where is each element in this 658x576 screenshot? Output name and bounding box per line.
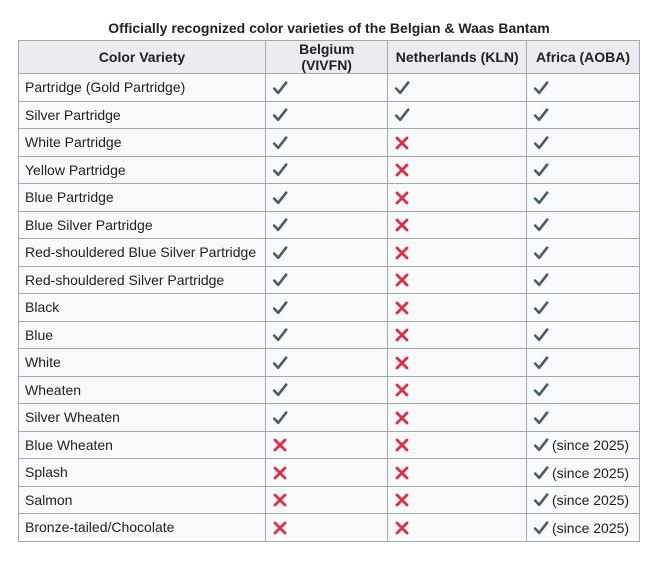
cell-netherlands [388,101,527,129]
cross-mark-icon [394,382,410,398]
cell-variety: Silver Partridge [19,101,266,129]
check-mark-icon [533,520,549,536]
check-mark-icon [533,382,549,398]
cell-belgium [265,486,387,514]
cell-netherlands [388,74,527,102]
check-mark-icon [272,245,288,261]
table-row [19,184,640,212]
cell-netherlands [388,239,527,267]
check-mark-icon [272,272,288,288]
check-mark-icon [272,382,288,398]
cell-netherlands [388,294,527,322]
check-mark-icon [272,80,288,96]
since-note: (since 2025) [552,437,630,454]
check-mark-icon [272,410,288,426]
cell-africa [527,129,640,157]
cell-variety: Blue Silver Partridge [19,211,266,239]
table-row [19,239,640,267]
cross-mark-icon [394,217,410,233]
check-mark-icon [533,107,549,123]
cross-mark-icon [394,437,410,453]
check-mark-icon [533,245,549,261]
cross-mark-icon [394,135,410,151]
since-note: (since 2025) [552,464,630,481]
cell-belgium [265,376,387,404]
cross-mark-icon [394,300,410,316]
cell-belgium [265,294,387,322]
check-mark-icon [533,465,549,481]
cell-belgium [265,321,387,349]
cell-variety: Blue Partridge [19,184,266,212]
cell-netherlands [388,321,527,349]
check-mark-icon [533,300,549,316]
cell-netherlands [388,431,527,459]
cross-mark-icon [394,327,410,343]
cell-belgium [265,349,387,377]
cell-variety: Splash [19,459,266,487]
cell-africa [527,486,640,514]
cell-belgium [265,404,387,432]
cell-variety: Red-shouldered Silver Partridge [19,266,266,294]
since-note: (since 2025) [552,519,630,536]
check-mark-icon [533,80,549,96]
cross-mark-icon [394,492,410,508]
cell-variety: Red-shouldered Blue Silver Partridge [19,239,266,267]
cell-africa [527,266,640,294]
cross-mark-icon [394,245,410,261]
color-varieties-table [18,40,640,542]
cell-africa [527,184,640,212]
table-caption: Officially recognized color varieties of the Belgian & Waas Bantam [108,20,550,36]
cell-netherlands [388,486,527,514]
cell-belgium [265,156,387,184]
cross-mark-icon [394,190,410,206]
check-mark-icon [394,80,410,96]
table-row [19,74,640,102]
check-mark-icon [533,410,549,426]
check-mark-icon [533,492,549,508]
check-mark-icon [533,190,549,206]
cell-africa [527,404,640,432]
check-mark-icon [533,355,549,371]
cell-africa [527,239,640,267]
cell-africa [527,101,640,129]
table-row [19,514,640,542]
cell-variety: Wheaten [19,376,266,404]
cross-mark-icon [272,492,288,508]
table-row [19,266,640,294]
table-row [19,321,640,349]
check-mark-icon [272,107,288,123]
table-row [19,404,640,432]
cell-variety: Blue Wheaten [19,431,266,459]
check-mark-icon [272,190,288,206]
header-color-variety: Color Variety [19,41,266,74]
cell-africa [527,514,640,542]
cell-netherlands [388,459,527,487]
cross-mark-icon [394,355,410,371]
cell-variety: Blue [19,321,266,349]
cell-netherlands [388,514,527,542]
check-mark-icon [272,162,288,178]
cell-africa [527,74,640,102]
cross-mark-icon [394,410,410,426]
cross-mark-icon [272,520,288,536]
header-row [19,41,640,74]
since-note: (since 2025) [552,492,630,509]
table-row [19,486,640,514]
cross-mark-icon [394,520,410,536]
cell-variety: Black [19,294,266,322]
cross-mark-icon [394,465,410,481]
cell-belgium [265,266,387,294]
cell-belgium [265,431,387,459]
cell-variety: Yellow Partridge [19,156,266,184]
header-netherlands: Netherlands (KLN) [388,41,527,74]
cell-belgium [265,459,387,487]
table-row [19,376,640,404]
table-row [19,101,640,129]
cross-mark-icon [394,162,410,178]
cell-belgium [265,74,387,102]
table-row [19,294,640,322]
check-mark-icon [272,355,288,371]
table-body [19,74,640,542]
check-mark-icon [272,300,288,316]
cell-belgium [265,239,387,267]
cell-africa [527,211,640,239]
table-row [19,156,640,184]
check-mark-icon [533,135,549,151]
table-row [19,211,640,239]
cell-belgium [265,101,387,129]
check-mark-icon [272,327,288,343]
cell-netherlands [388,404,527,432]
cell-variety: White [19,349,266,377]
cell-netherlands [388,156,527,184]
cell-belgium [265,184,387,212]
table-row [19,349,640,377]
cell-netherlands [388,349,527,377]
table-row [19,431,640,459]
cell-netherlands [388,376,527,404]
cell-africa [527,376,640,404]
cross-mark-icon [394,272,410,288]
cell-belgium [265,129,387,157]
cell-africa [527,156,640,184]
cell-africa [527,349,640,377]
check-mark-icon [533,272,549,288]
cell-variety: White Partridge [19,129,266,157]
table-row [19,129,640,157]
table-container [18,18,640,542]
cell-netherlands [388,211,527,239]
cross-mark-icon [272,437,288,453]
cell-netherlands [388,266,527,294]
cell-variety: Bronze-tailed/Chocolate [19,514,266,542]
cell-variety: Silver Wheaten [19,404,266,432]
check-mark-icon [533,162,549,178]
cell-africa [527,321,640,349]
check-mark-icon [533,327,549,343]
check-mark-icon [394,107,410,123]
cross-mark-icon [272,465,288,481]
check-mark-icon [533,217,549,233]
check-mark-icon [533,437,549,453]
cell-variety: Partridge (Gold Partridge) [19,74,266,102]
cell-belgium [265,211,387,239]
cell-netherlands [388,129,527,157]
cell-africa [527,431,640,459]
cell-netherlands [388,184,527,212]
cell-belgium [265,514,387,542]
table-row [19,459,640,487]
header-africa: Africa (AOBA) [527,41,640,74]
cell-africa [527,294,640,322]
check-mark-icon [272,135,288,151]
cell-africa [527,459,640,487]
check-mark-icon [272,217,288,233]
header-belgium: Belgium (VIVFN) [265,41,387,74]
cell-variety: Salmon [19,486,266,514]
